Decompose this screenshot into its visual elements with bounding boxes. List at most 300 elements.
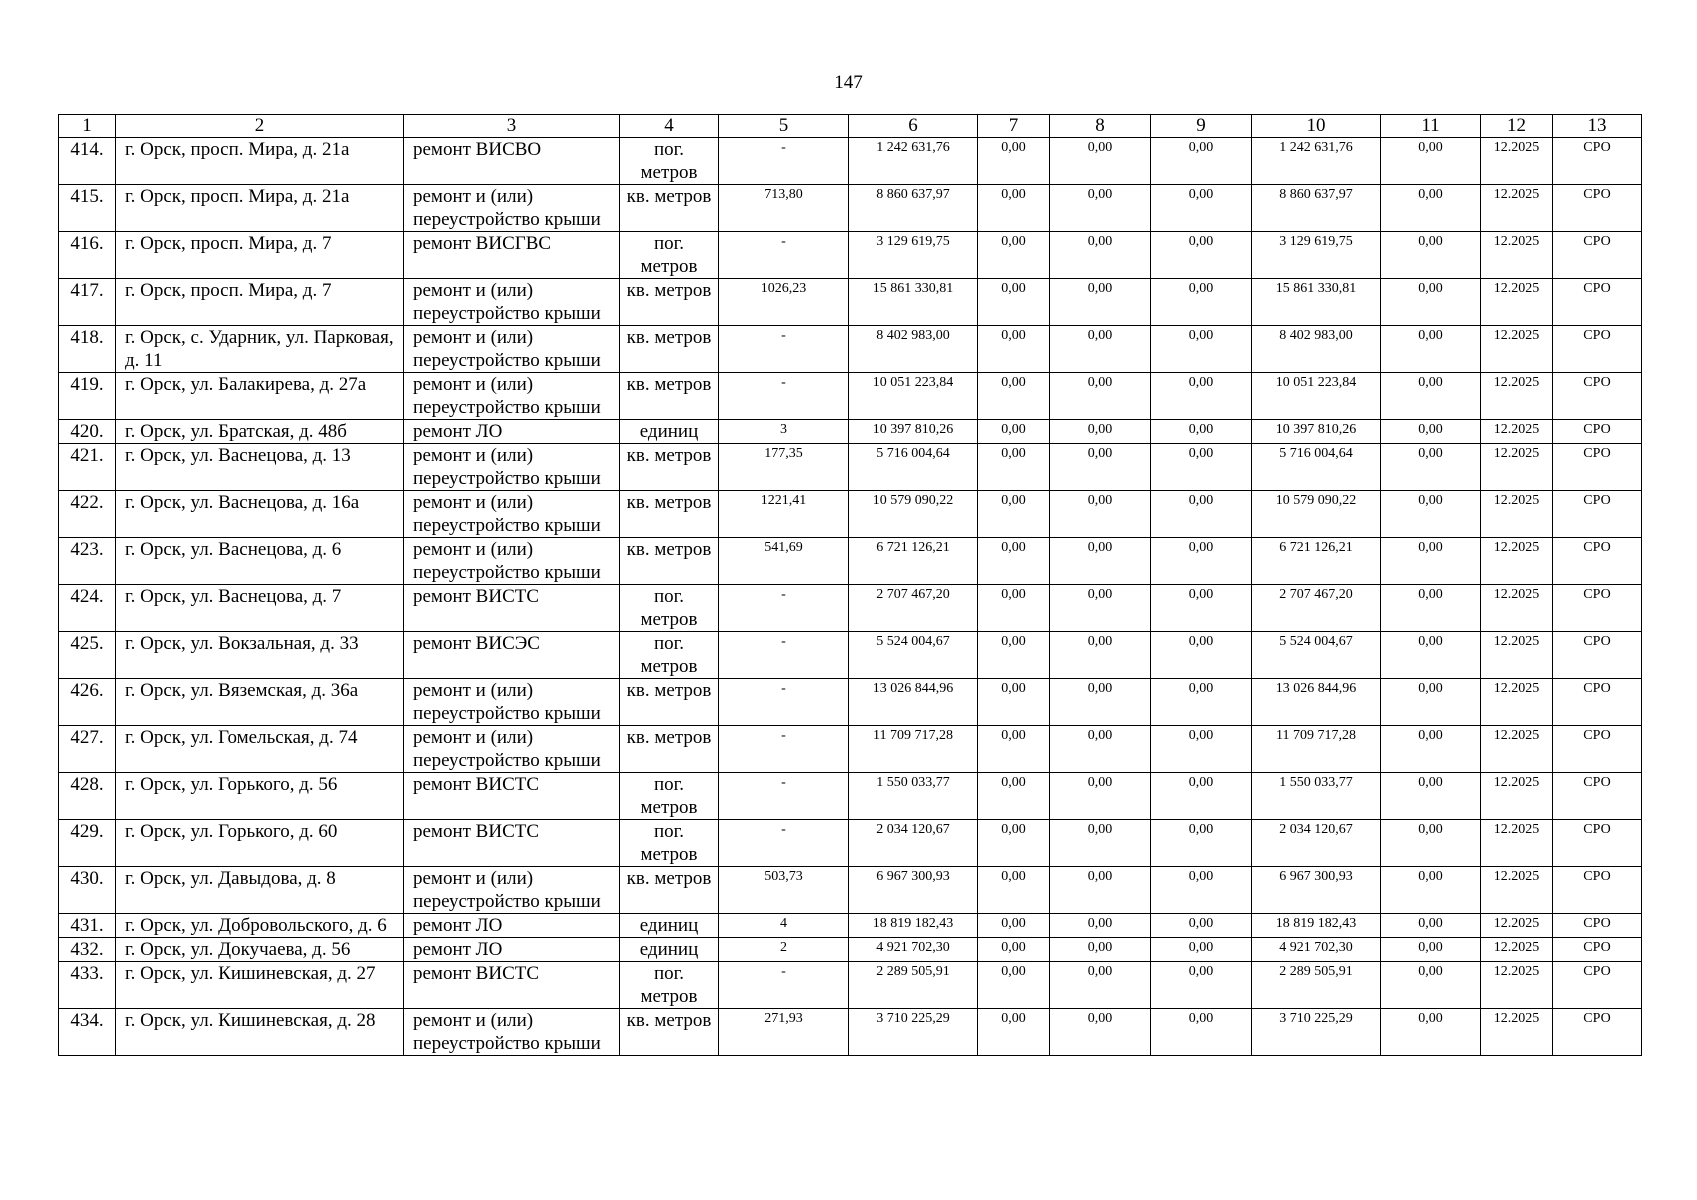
cell-cost-9: 0,00 xyxy=(1151,232,1252,279)
cell-unit: пог. метров xyxy=(620,773,719,820)
cell-unit: кв. метров xyxy=(620,726,719,773)
cell-work-type: ремонт и (или) переустройство крыши xyxy=(404,444,620,491)
cell-unit: кв. метров xyxy=(620,867,719,914)
cell-row-number: 425. xyxy=(59,632,116,679)
cell-volume: - xyxy=(719,138,849,185)
cell-work-type: ремонт и (или) переустройство крыши xyxy=(404,326,620,373)
cell-cost-8: 0,00 xyxy=(1050,538,1151,585)
cell-address: г. Орск, ул. Давыдова, д. 8 xyxy=(116,867,404,914)
cell-unit: кв. метров xyxy=(620,279,719,326)
cell-cost-9: 0,00 xyxy=(1151,420,1252,444)
cell-address: г. Орск, ул. Братская, д. 48б xyxy=(116,420,404,444)
cell-work-type: ремонт ЛО xyxy=(404,914,620,938)
cell-volume: 1221,41 xyxy=(719,491,849,538)
cell-cost-7: 0,00 xyxy=(978,326,1050,373)
cell-work-type: ремонт ВИСТС xyxy=(404,585,620,632)
cell-work-type: ремонт ВИСТС xyxy=(404,820,620,867)
cell-work-type: ремонт и (или) переустройство крыши xyxy=(404,185,620,232)
cell-executor: СРО xyxy=(1553,326,1642,373)
cell-deadline: 12.2025 xyxy=(1481,585,1553,632)
cell-cost-8: 0,00 xyxy=(1050,491,1151,538)
table-row xyxy=(59,867,1642,914)
cell-cost-10: 1 550 033,77 xyxy=(1252,773,1381,820)
cell-executor: СРО xyxy=(1553,938,1642,962)
cell-cost-8: 0,00 xyxy=(1050,679,1151,726)
cell-total-cost: 4 921 702,30 xyxy=(849,938,978,962)
cell-cost-11: 0,00 xyxy=(1381,632,1481,679)
cell-deadline: 12.2025 xyxy=(1481,185,1553,232)
table-row xyxy=(59,444,1642,491)
cell-cost-10: 6 721 126,21 xyxy=(1252,538,1381,585)
cell-address: г. Орск, ул. Горького, д. 60 xyxy=(116,820,404,867)
cell-work-type: ремонт и (или) переустройство крыши xyxy=(404,491,620,538)
table-row xyxy=(59,962,1642,1009)
cell-total-cost: 6 721 126,21 xyxy=(849,538,978,585)
column-header: 11 xyxy=(1381,115,1481,138)
cell-cost-10: 18 819 182,43 xyxy=(1252,914,1381,938)
column-header: 13 xyxy=(1553,115,1642,138)
cell-work-type: ремонт и (или) переустройство крыши xyxy=(404,279,620,326)
cell-cost-10: 8 860 637,97 xyxy=(1252,185,1381,232)
cell-cost-11: 0,00 xyxy=(1381,914,1481,938)
cell-work-type: ремонт и (или) переустройство крыши xyxy=(404,538,620,585)
cell-executor: СРО xyxy=(1553,373,1642,420)
column-header: 6 xyxy=(849,115,978,138)
cell-cost-9: 0,00 xyxy=(1151,138,1252,185)
cell-cost-11: 0,00 xyxy=(1381,726,1481,773)
cell-executor: СРО xyxy=(1553,820,1642,867)
cell-unit: кв. метров xyxy=(620,538,719,585)
cell-deadline: 12.2025 xyxy=(1481,538,1553,585)
cell-unit: кв. метров xyxy=(620,326,719,373)
cell-volume: - xyxy=(719,632,849,679)
cell-deadline: 12.2025 xyxy=(1481,138,1553,185)
cell-cost-8: 0,00 xyxy=(1050,820,1151,867)
cell-cost-8: 0,00 xyxy=(1050,632,1151,679)
cell-address: г. Орск, ул. Вокзальная, д. 33 xyxy=(116,632,404,679)
cell-row-number: 430. xyxy=(59,867,116,914)
cell-row-number: 428. xyxy=(59,773,116,820)
cell-volume: - xyxy=(719,726,849,773)
cell-executor: СРО xyxy=(1553,1009,1642,1056)
cell-cost-11: 0,00 xyxy=(1381,679,1481,726)
cell-work-type: ремонт и (или) переустройство крыши xyxy=(404,373,620,420)
table-row xyxy=(59,326,1642,373)
header-row xyxy=(59,115,1642,138)
table-row xyxy=(59,585,1642,632)
cell-unit: кв. метров xyxy=(620,491,719,538)
cell-cost-10: 1 242 631,76 xyxy=(1252,138,1381,185)
cell-executor: СРО xyxy=(1553,773,1642,820)
column-header: 2 xyxy=(116,115,404,138)
cell-cost-9: 0,00 xyxy=(1151,491,1252,538)
cell-cost-7: 0,00 xyxy=(978,420,1050,444)
cell-cost-11: 0,00 xyxy=(1381,962,1481,1009)
cell-deadline: 12.2025 xyxy=(1481,679,1553,726)
cell-cost-8: 0,00 xyxy=(1050,138,1151,185)
cell-work-type: ремонт и (или) переустройство крыши xyxy=(404,679,620,726)
cell-address: г. Орск, ул. Балакирева, д. 27а xyxy=(116,373,404,420)
cell-cost-7: 0,00 xyxy=(978,279,1050,326)
cell-row-number: 426. xyxy=(59,679,116,726)
cell-cost-7: 0,00 xyxy=(978,585,1050,632)
cell-cost-8: 0,00 xyxy=(1050,914,1151,938)
cell-volume: - xyxy=(719,773,849,820)
cell-cost-10: 10 051 223,84 xyxy=(1252,373,1381,420)
cell-cost-11: 0,00 xyxy=(1381,138,1481,185)
cell-cost-9: 0,00 xyxy=(1151,326,1252,373)
cell-deadline: 12.2025 xyxy=(1481,491,1553,538)
cell-cost-11: 0,00 xyxy=(1381,420,1481,444)
cell-work-type: ремонт ВИСТС xyxy=(404,773,620,820)
cell-volume: 271,93 xyxy=(719,1009,849,1056)
cell-volume: 1026,23 xyxy=(719,279,849,326)
cell-cost-8: 0,00 xyxy=(1050,373,1151,420)
cell-unit: пог. метров xyxy=(620,820,719,867)
cell-executor: СРО xyxy=(1553,491,1642,538)
cell-cost-10: 5 524 004,67 xyxy=(1252,632,1381,679)
cell-work-type: ремонт ВИСЭС xyxy=(404,632,620,679)
cell-volume: - xyxy=(719,232,849,279)
cell-executor: СРО xyxy=(1553,914,1642,938)
cell-unit: единиц xyxy=(620,914,719,938)
cell-cost-9: 0,00 xyxy=(1151,820,1252,867)
column-header: 5 xyxy=(719,115,849,138)
cell-total-cost: 10 579 090,22 xyxy=(849,491,978,538)
cell-address: г. Орск, ул. Кишиневская, д. 27 xyxy=(116,962,404,1009)
cell-cost-9: 0,00 xyxy=(1151,279,1252,326)
table-row xyxy=(59,138,1642,185)
cell-row-number: 421. xyxy=(59,444,116,491)
cell-total-cost: 5 524 004,67 xyxy=(849,632,978,679)
cell-row-number: 416. xyxy=(59,232,116,279)
cell-address: г. Орск, ул. Вяземская, д. 36а xyxy=(116,679,404,726)
cell-total-cost: 11 709 717,28 xyxy=(849,726,978,773)
cell-cost-11: 0,00 xyxy=(1381,773,1481,820)
cell-executor: СРО xyxy=(1553,138,1642,185)
table-row xyxy=(59,726,1642,773)
cell-deadline: 12.2025 xyxy=(1481,444,1553,491)
column-header: 12 xyxy=(1481,115,1553,138)
cell-total-cost: 2 707 467,20 xyxy=(849,585,978,632)
cell-cost-10: 2 289 505,91 xyxy=(1252,962,1381,1009)
cell-work-type: ремонт ВИСВО xyxy=(404,138,620,185)
table-row xyxy=(59,232,1642,279)
cell-cost-8: 0,00 xyxy=(1050,867,1151,914)
cell-row-number: 423. xyxy=(59,538,116,585)
cell-cost-10: 15 861 330,81 xyxy=(1252,279,1381,326)
cell-cost-11: 0,00 xyxy=(1381,938,1481,962)
cell-cost-7: 0,00 xyxy=(978,632,1050,679)
cell-address: г. Орск, ул. Васнецова, д. 7 xyxy=(116,585,404,632)
cell-cost-11: 0,00 xyxy=(1381,585,1481,632)
cell-unit: пог. метров xyxy=(620,962,719,1009)
cell-cost-9: 0,00 xyxy=(1151,373,1252,420)
cell-cost-7: 0,00 xyxy=(978,962,1050,1009)
cell-deadline: 12.2025 xyxy=(1481,962,1553,1009)
table-row xyxy=(59,185,1642,232)
cell-cost-9: 0,00 xyxy=(1151,1009,1252,1056)
cell-executor: СРО xyxy=(1553,185,1642,232)
cell-address: г. Орск, с. Ударник, ул. Парковая, д. 11 xyxy=(116,326,404,373)
cell-volume: - xyxy=(719,962,849,1009)
cell-cost-10: 8 402 983,00 xyxy=(1252,326,1381,373)
cell-cost-11: 0,00 xyxy=(1381,444,1481,491)
cell-volume: - xyxy=(719,820,849,867)
column-header: 7 xyxy=(978,115,1050,138)
cell-cost-10: 4 921 702,30 xyxy=(1252,938,1381,962)
cell-deadline: 12.2025 xyxy=(1481,820,1553,867)
cell-row-number: 424. xyxy=(59,585,116,632)
cell-row-number: 415. xyxy=(59,185,116,232)
cell-executor: СРО xyxy=(1553,232,1642,279)
column-header: 1 xyxy=(59,115,116,138)
cell-cost-9: 0,00 xyxy=(1151,867,1252,914)
cell-total-cost: 2 034 120,67 xyxy=(849,820,978,867)
cell-cost-8: 0,00 xyxy=(1050,1009,1151,1056)
table-row xyxy=(59,938,1642,962)
cell-address: г. Орск, ул. Горького, д. 56 xyxy=(116,773,404,820)
cell-cost-8: 0,00 xyxy=(1050,585,1151,632)
cell-cost-11: 0,00 xyxy=(1381,326,1481,373)
cell-volume: 713,80 xyxy=(719,185,849,232)
cell-deadline: 12.2025 xyxy=(1481,279,1553,326)
table-row xyxy=(59,773,1642,820)
cell-cost-7: 0,00 xyxy=(978,679,1050,726)
cell-unit: кв. метров xyxy=(620,373,719,420)
cell-row-number: 432. xyxy=(59,938,116,962)
cell-address: г. Орск, ул. Добровольского, д. 6 xyxy=(116,914,404,938)
cell-cost-7: 0,00 xyxy=(978,938,1050,962)
cell-cost-11: 0,00 xyxy=(1381,373,1481,420)
cell-row-number: 431. xyxy=(59,914,116,938)
cell-cost-8: 0,00 xyxy=(1050,444,1151,491)
cell-cost-10: 5 716 004,64 xyxy=(1252,444,1381,491)
cell-deadline: 12.2025 xyxy=(1481,420,1553,444)
cell-address: г. Орск, ул. Докучаева, д. 56 xyxy=(116,938,404,962)
cell-deadline: 12.2025 xyxy=(1481,1009,1553,1056)
cell-total-cost: 13 026 844,96 xyxy=(849,679,978,726)
cell-cost-10: 2 707 467,20 xyxy=(1252,585,1381,632)
table-row xyxy=(59,632,1642,679)
cell-cost-7: 0,00 xyxy=(978,820,1050,867)
cell-executor: СРО xyxy=(1553,444,1642,491)
cell-volume: 2 xyxy=(719,938,849,962)
cell-cost-8: 0,00 xyxy=(1050,938,1151,962)
cell-row-number: 418. xyxy=(59,326,116,373)
cell-work-type: ремонт ЛО xyxy=(404,938,620,962)
cell-address: г. Орск, ул. Васнецова, д. 6 xyxy=(116,538,404,585)
cell-executor: СРО xyxy=(1553,867,1642,914)
cell-cost-11: 0,00 xyxy=(1381,538,1481,585)
cell-address: г. Орск, просп. Мира, д. 7 xyxy=(116,232,404,279)
cell-total-cost: 8 860 637,97 xyxy=(849,185,978,232)
cell-executor: СРО xyxy=(1553,726,1642,773)
cell-deadline: 12.2025 xyxy=(1481,373,1553,420)
cell-row-number: 417. xyxy=(59,279,116,326)
cell-address: г. Орск, ул. Васнецова, д. 13 xyxy=(116,444,404,491)
cell-total-cost: 6 967 300,93 xyxy=(849,867,978,914)
cell-unit: кв. метров xyxy=(620,444,719,491)
cell-address: г. Орск, просп. Мира, д. 7 xyxy=(116,279,404,326)
cell-cost-8: 0,00 xyxy=(1050,420,1151,444)
cell-cost-9: 0,00 xyxy=(1151,444,1252,491)
column-header: 4 xyxy=(620,115,719,138)
cell-unit: пог. метров xyxy=(620,585,719,632)
cell-cost-8: 0,00 xyxy=(1050,726,1151,773)
cell-total-cost: 3 710 225,29 xyxy=(849,1009,978,1056)
cell-cost-9: 0,00 xyxy=(1151,914,1252,938)
cell-deadline: 12.2025 xyxy=(1481,773,1553,820)
cell-row-number: 433. xyxy=(59,962,116,1009)
cell-unit: пог. метров xyxy=(620,632,719,679)
cell-volume: 503,73 xyxy=(719,867,849,914)
cell-unit: пог. метров xyxy=(620,138,719,185)
cell-deadline: 12.2025 xyxy=(1481,938,1553,962)
cell-cost-9: 0,00 xyxy=(1151,773,1252,820)
cell-cost-11: 0,00 xyxy=(1381,491,1481,538)
cell-cost-11: 0,00 xyxy=(1381,232,1481,279)
cell-executor: СРО xyxy=(1553,679,1642,726)
table-row xyxy=(59,914,1642,938)
cell-cost-8: 0,00 xyxy=(1050,962,1151,1009)
cell-deadline: 12.2025 xyxy=(1481,867,1553,914)
cell-total-cost: 8 402 983,00 xyxy=(849,326,978,373)
cell-cost-7: 0,00 xyxy=(978,491,1050,538)
cell-cost-9: 0,00 xyxy=(1151,632,1252,679)
cell-executor: СРО xyxy=(1553,279,1642,326)
cell-work-type: ремонт ВИСГВС xyxy=(404,232,620,279)
cell-row-number: 429. xyxy=(59,820,116,867)
table-row xyxy=(59,1009,1642,1056)
cell-volume: - xyxy=(719,585,849,632)
cell-cost-10: 6 967 300,93 xyxy=(1252,867,1381,914)
cell-work-type: ремонт ЛО xyxy=(404,420,620,444)
cell-cost-11: 0,00 xyxy=(1381,185,1481,232)
cell-cost-7: 0,00 xyxy=(978,773,1050,820)
cell-work-type: ремонт и (или) переустройство крыши xyxy=(404,867,620,914)
cell-cost-10: 2 034 120,67 xyxy=(1252,820,1381,867)
cell-address: г. Орск, просп. Мира, д. 21а xyxy=(116,138,404,185)
table-row xyxy=(59,373,1642,420)
cell-deadline: 12.2025 xyxy=(1481,326,1553,373)
cell-row-number: 434. xyxy=(59,1009,116,1056)
cell-total-cost: 15 861 330,81 xyxy=(849,279,978,326)
table-row xyxy=(59,538,1642,585)
cell-cost-11: 0,00 xyxy=(1381,820,1481,867)
cell-cost-9: 0,00 xyxy=(1151,962,1252,1009)
cell-row-number: 420. xyxy=(59,420,116,444)
cell-address: г. Орск, ул. Кишиневская, д. 28 xyxy=(116,1009,404,1056)
cell-volume: 177,35 xyxy=(719,444,849,491)
cell-volume: - xyxy=(719,373,849,420)
cell-cost-9: 0,00 xyxy=(1151,726,1252,773)
cell-volume: 3 xyxy=(719,420,849,444)
cell-address: г. Орск, просп. Мира, д. 21а xyxy=(116,185,404,232)
capital-repair-table xyxy=(58,114,1642,1056)
column-header: 3 xyxy=(404,115,620,138)
cell-cost-7: 0,00 xyxy=(978,538,1050,585)
cell-work-type: ремонт и (или) переустройство крыши xyxy=(404,726,620,773)
cell-cost-7: 0,00 xyxy=(978,185,1050,232)
cell-executor: СРО xyxy=(1553,585,1642,632)
cell-unit: кв. метров xyxy=(620,185,719,232)
cell-cost-8: 0,00 xyxy=(1050,773,1151,820)
cell-cost-7: 0,00 xyxy=(978,1009,1050,1056)
table-row xyxy=(59,279,1642,326)
cell-cost-7: 0,00 xyxy=(978,867,1050,914)
cell-executor: СРО xyxy=(1553,632,1642,679)
cell-total-cost: 10 051 223,84 xyxy=(849,373,978,420)
cell-cost-8: 0,00 xyxy=(1050,232,1151,279)
cell-volume: 4 xyxy=(719,914,849,938)
cell-total-cost: 1 242 631,76 xyxy=(849,138,978,185)
cell-unit: кв. метров xyxy=(620,1009,719,1056)
column-header: 10 xyxy=(1252,115,1381,138)
cell-volume: - xyxy=(719,326,849,373)
cell-cost-11: 0,00 xyxy=(1381,279,1481,326)
cell-executor: СРО xyxy=(1553,962,1642,1009)
cell-cost-7: 0,00 xyxy=(978,444,1050,491)
cell-work-type: ремонт ВИСТС xyxy=(404,962,620,1009)
cell-total-cost: 10 397 810,26 xyxy=(849,420,978,444)
cell-cost-11: 0,00 xyxy=(1381,867,1481,914)
table-body xyxy=(59,138,1642,1056)
cell-unit: пог. метров xyxy=(620,232,719,279)
cell-cost-11: 0,00 xyxy=(1381,1009,1481,1056)
cell-cost-7: 0,00 xyxy=(978,914,1050,938)
cell-cost-7: 0,00 xyxy=(978,232,1050,279)
cell-cost-10: 10 397 810,26 xyxy=(1252,420,1381,444)
table-row xyxy=(59,679,1642,726)
cell-total-cost: 3 129 619,75 xyxy=(849,232,978,279)
cell-cost-10: 11 709 717,28 xyxy=(1252,726,1381,773)
cell-cost-8: 0,00 xyxy=(1050,326,1151,373)
cell-row-number: 414. xyxy=(59,138,116,185)
page-number: 147 xyxy=(834,72,863,93)
table-row xyxy=(59,820,1642,867)
column-header: 8 xyxy=(1050,115,1151,138)
cell-cost-9: 0,00 xyxy=(1151,538,1252,585)
cell-work-type: ремонт и (или) переустройство крыши xyxy=(404,1009,620,1056)
cell-deadline: 12.2025 xyxy=(1481,632,1553,679)
cell-row-number: 419. xyxy=(59,373,116,420)
cell-cost-7: 0,00 xyxy=(978,373,1050,420)
cell-deadline: 12.2025 xyxy=(1481,914,1553,938)
cell-address: г. Орск, ул. Гомельская, д. 74 xyxy=(116,726,404,773)
cell-cost-10: 13 026 844,96 xyxy=(1252,679,1381,726)
cell-cost-9: 0,00 xyxy=(1151,679,1252,726)
cell-cost-8: 0,00 xyxy=(1050,185,1151,232)
cell-address: г. Орск, ул. Васнецова, д. 16а xyxy=(116,491,404,538)
cell-cost-9: 0,00 xyxy=(1151,185,1252,232)
table-row xyxy=(59,491,1642,538)
cell-cost-8: 0,00 xyxy=(1050,279,1151,326)
cell-cost-9: 0,00 xyxy=(1151,585,1252,632)
column-header: 9 xyxy=(1151,115,1252,138)
cell-cost-7: 0,00 xyxy=(978,138,1050,185)
cell-deadline: 12.2025 xyxy=(1481,726,1553,773)
cell-executor: СРО xyxy=(1553,420,1642,444)
cell-volume: - xyxy=(719,679,849,726)
cell-cost-9: 0,00 xyxy=(1151,938,1252,962)
cell-cost-10: 3 129 619,75 xyxy=(1252,232,1381,279)
cell-unit: единиц xyxy=(620,420,719,444)
cell-total-cost: 5 716 004,64 xyxy=(849,444,978,491)
cell-unit: кв. метров xyxy=(620,679,719,726)
cell-deadline: 12.2025 xyxy=(1481,232,1553,279)
table-row xyxy=(59,420,1642,444)
